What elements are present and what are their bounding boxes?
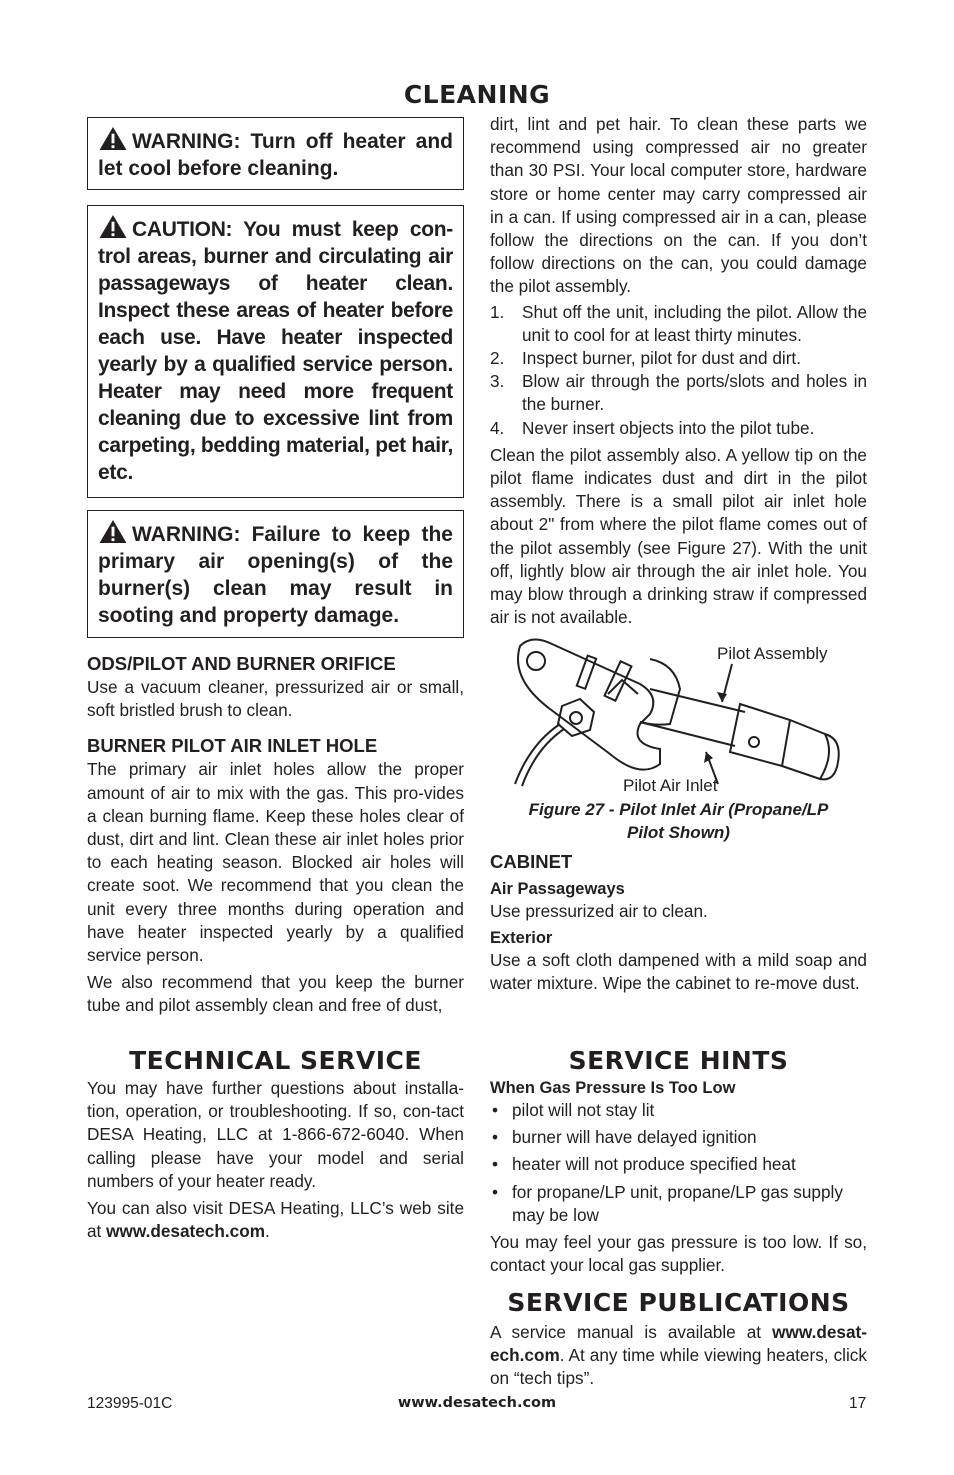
subheading-air-passageways: Air Passageways bbox=[490, 880, 625, 898]
hint-text: for propane/LP unit, propane/LP gas supply may be low bbox=[512, 1181, 843, 1225]
left-column-body bbox=[87, 652, 464, 1018]
caption-line-2: Pilot Shown) bbox=[627, 823, 730, 842]
cleaning-paragraph-2: Clean the pilot assembly also. A yellow tip on the pilot flame indicates dust and dirt in the pilot assembly. There is a small pilot air inlet hole about 2" from where the pilot flame comes out of the pilot assembly (see Figure 27). With the unit off, lightly blow air through the air inlet hole. You may blow through a drinking straw if compressed air is not available. bbox=[490, 444, 867, 628]
publications-paragraph bbox=[490, 1321, 867, 1391]
list-item bbox=[490, 1181, 867, 1227]
section-heading-cleaning: CLEANING bbox=[403, 80, 551, 109]
technical-paragraph-1: You may have further questions about installa-tion, operation, or troubleshooting. If so, con-tact DESA Heating, LLC at 1-866-672-6040. When calling please have your model and serial numbers of your heater ready. bbox=[87, 1078, 464, 1191]
bullet: • bbox=[492, 1100, 499, 1120]
service-hints-body bbox=[490, 1077, 867, 1277]
footer-website[interactable]: www.desatech.com bbox=[397, 1395, 557, 1411]
subheading-ods: ODS/PILOT AND BURNER ORIFICE bbox=[87, 653, 396, 674]
technical-text: You can also visit DESA Heating, LLC’s web site at bbox=[87, 1198, 464, 1242]
inlet-paragraph-2: We also recommend that you keep the burner tube and pilot assembly clean and free of dust, bbox=[87, 972, 464, 1016]
caption-line-1: Figure 27 - Pilot Inlet Air (Propane/LP bbox=[528, 800, 829, 819]
bullet: • bbox=[492, 1127, 499, 1148]
website-link[interactable]: www.desat-ech.com bbox=[490, 1322, 867, 1366]
list-item bbox=[490, 417, 867, 440]
step-number: 1. bbox=[490, 301, 505, 322]
step-number: 4. bbox=[490, 417, 505, 438]
hint-text: heater will not produce specified heat bbox=[512, 1154, 796, 1175]
section-heading-service-publications: SERVICE PUBLICATIONS bbox=[507, 1288, 850, 1317]
technical-paragraph-2 bbox=[87, 1197, 464, 1243]
warning-box-turn-off bbox=[87, 117, 464, 190]
caution-text: CAUTION: You must keep con-trol areas, burner and circulating air passageways of heater clean. Inspect these areas of heater before each use. Have heater inspected yearly by a qualified service person. Heater may need more frequent cleaning due to excessive lint from carpeting, bedding material, pet hair, etc. bbox=[98, 218, 454, 484]
label-pilot-assembly: Pilot Assembly bbox=[717, 644, 828, 663]
cleaning-paragraph-1: dirt, lint and pet hair. To clean these parts we recommend using compressed air no greater than 30 PSI. Your local computer store, hardware store or home center may carry compressed air in a can. If using compressed air in a can, please follow the directions on the can. If you don’t follow directions on the can, you could damage the pilot assembly. bbox=[490, 114, 867, 297]
publications-text: A service manual is available at bbox=[490, 1322, 773, 1342]
warning-icon bbox=[98, 126, 128, 151]
step-text: Inspect burner, pilot for dust and dirt. bbox=[522, 348, 801, 369]
technical-service-body bbox=[87, 1077, 464, 1243]
exterior-text: Use a soft cloth dampened with a mild soap and water mixture. Wipe the cabinet to re-move dust. bbox=[490, 950, 867, 994]
list-item bbox=[490, 1153, 867, 1176]
warning-icon bbox=[98, 214, 128, 239]
subheading-cabinet: CABINET bbox=[490, 851, 573, 872]
subheading-inlet-hole: BURNER PILOT AIR INLET HOLE bbox=[87, 735, 378, 757]
list-item bbox=[490, 347, 867, 370]
step-number: 3. bbox=[490, 371, 505, 392]
cleaning-steps bbox=[490, 301, 867, 440]
hint-text: burner will have delayed ignition bbox=[512, 1127, 757, 1148]
subheading-gas-pressure: When Gas Pressure Is Too Low bbox=[490, 1079, 736, 1097]
hint-text: pilot will not stay lit bbox=[512, 1100, 655, 1120]
caution-box bbox=[87, 205, 464, 498]
list-item bbox=[490, 1126, 867, 1149]
service-publications-body bbox=[490, 1321, 867, 1391]
website-link[interactable]: www.desatech.com bbox=[106, 1221, 265, 1242]
list-item bbox=[490, 370, 867, 416]
hints-paragraph: You may feel your gas pressure is too low. If so, contact your local gas supplier. bbox=[490, 1232, 867, 1276]
footer-page-number: 17 bbox=[849, 1395, 867, 1412]
warning-icon bbox=[98, 519, 128, 544]
publications-text-end: . At any time while viewing heaters, click on “tech tips”. bbox=[490, 1345, 867, 1389]
right-column-body bbox=[490, 113, 867, 629]
step-text: Blow air through the ports/slots and holes in the burner. bbox=[522, 371, 867, 415]
bullet: • bbox=[492, 1154, 499, 1175]
bullet: • bbox=[492, 1181, 499, 1202]
list-item bbox=[490, 1099, 867, 1122]
step-text: Never insert objects into the pilot tube. bbox=[522, 417, 815, 438]
inlet-paragraph-1: The primary air inlet holes allow the proper amount of air to mix with the gas. This pro-vides a clean burning flame. Keep these holes clear of dust, dirt and lint. Clean these air inlet holes prior to each heating season. Blocked air holes will create soot. We recommend that you clean the unit every three months during operation and have heater inspected yearly by a qualified service person. bbox=[87, 759, 464, 966]
section-heading-technical-service: TECHNICAL SERVICE bbox=[129, 1046, 422, 1075]
warning-box-sooting bbox=[87, 510, 464, 638]
step-text: Shut off the unit, including the pilot. Allow the unit to cool for at least thirty minutes. bbox=[522, 301, 867, 345]
list-item bbox=[490, 301, 867, 347]
figure-caption bbox=[490, 798, 867, 844]
section-heading-service-hints: SERVICE HINTS bbox=[568, 1046, 789, 1075]
subheading-exterior: Exterior bbox=[490, 929, 553, 948]
footer-doc-number: 123995-01C bbox=[87, 1395, 173, 1412]
technical-text-end: . bbox=[264, 1221, 270, 1242]
warning-text: WARNING: Failure to keep the primary air opening(s) of the burner(s) clean may result in sooting and property damage. bbox=[98, 523, 453, 627]
ods-text: Use a vacuum cleaner, pressurized air or small, soft bristled brush to clean. bbox=[87, 677, 464, 721]
hints-list bbox=[490, 1099, 867, 1227]
air-passageways-text: Use pressurized air to clean. bbox=[490, 901, 708, 921]
figure-pilot-assembly bbox=[490, 634, 867, 799]
cabinet-section bbox=[490, 850, 867, 996]
label-pilot-air-inlet: Pilot Air Inlet bbox=[623, 776, 718, 795]
step-number: 2. bbox=[490, 348, 505, 369]
warning-text: WARNING: Turn off heater and let cool before cleaning. bbox=[98, 130, 453, 180]
